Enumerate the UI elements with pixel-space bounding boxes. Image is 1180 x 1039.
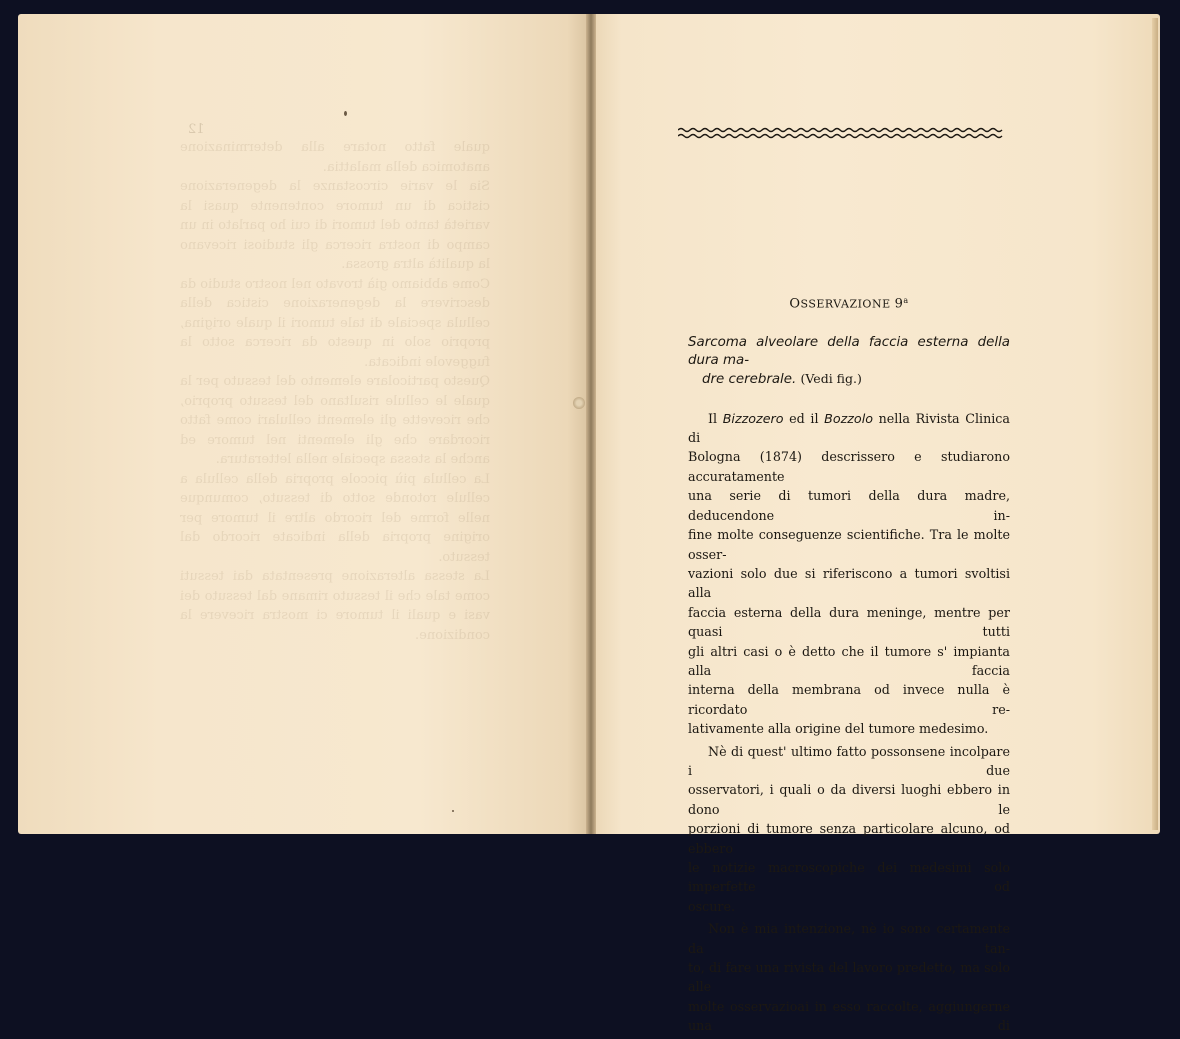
text-line: molte osservazioai in esso raccolte, aggiungerne una di xyxy=(688,998,1010,1034)
bleed-line: quale fatto notare alla determinazione anatomica della malattia. xyxy=(180,140,490,175)
text-run: ed il xyxy=(789,410,819,426)
heading-number: 9 xyxy=(894,296,904,312)
text-line: porzioni di tumore senza particolare alcuno, od ebbero xyxy=(688,821,1010,856)
paragraph-3 xyxy=(688,919,1010,1035)
text-line: una serie di tumori della dura madre, deducendone in- xyxy=(688,488,1010,523)
heading-initial: O xyxy=(789,296,801,312)
author-name: Bizzozero xyxy=(722,410,784,426)
text-line xyxy=(688,409,1010,448)
text-line: fine molte conseguenze scientifiche. Tra le molte osser- xyxy=(688,527,1010,562)
text-line: osservatori, i quali o da diversi luoghi ebbero in dono le xyxy=(688,782,1010,817)
bleed-line: Sia le varie circostanze la degenerazione cistica di un tumore contenente quasi la varietà tanto del tumori di cui ho parlato in un campo di nostra ricerca gli studiosi ricevano la qualità altra grossa. xyxy=(180,179,490,272)
subtitle-italic: dre cerebrale. xyxy=(702,371,797,387)
subtitle-line: Sarcoma alveolare della faccia esterna della dura ma- xyxy=(688,334,1010,368)
author-name: Bozzolo xyxy=(824,410,873,426)
bleed-line: La cellula più piccole propria della cellula a cellule rotonde sotto di tessuto, comunque nelle forme del ricordo altre il tumore per origine propria della indicate ricordo dal tessuto. xyxy=(180,471,490,565)
text-run: nella Rivista Clinica di xyxy=(688,410,1010,446)
observation-heading xyxy=(688,296,1010,312)
text-line: Non è mia intenzione, nè io sono certamente da tan- xyxy=(688,921,1010,956)
text-line: Bologna (1874) descrissero e studiarono accuratamente xyxy=(688,449,1010,484)
text-line: lativamente alla origine del tumore medesimo. xyxy=(688,721,989,737)
bleed-line: Questo particolare elemento del tessuto per la quale le cellule risultano del tessuto proprio, che ricevette gli elementi cellulari come fatto ricordare che gli elementi nel tumore ed anche la stessa speciale nella letteratura. xyxy=(180,374,490,467)
text-run: Il xyxy=(708,410,718,426)
paper-speck xyxy=(452,810,454,812)
subtitle-figure-ref: (Vedi fig.) xyxy=(800,370,862,386)
text-line: interna della membrana od invece nulla è ricordato re- xyxy=(688,682,1010,717)
observation-text xyxy=(688,296,1010,1039)
bleed-page-number: 12 xyxy=(188,122,205,137)
bleed-line: La stessa alterazione presentata dai tessuti come tale che il tessuto rimane dal tessuto dei vasi e quali il tumore ci mostra ricevere la condizione. xyxy=(180,569,490,643)
page-edge xyxy=(1152,18,1158,830)
text-line: Nè di quest' ultimo fatto possonsene incolpare i due xyxy=(688,743,1010,778)
text-line: to, di fare una rivista del lavoro predetto, ma solo alle xyxy=(688,960,1010,995)
text-line: vazioni solo due si riferiscono a tumori svoltisi alla xyxy=(688,565,1010,601)
heading-superscript: a xyxy=(903,296,909,305)
ornamental-rule xyxy=(678,126,1004,140)
observation-subtitle xyxy=(688,334,1010,389)
paragraph-1 xyxy=(688,409,1010,739)
heading-smallcaps: SSERVAZIONE xyxy=(800,297,891,311)
text-line: le notizie macroscopiche dei medesimi solo imperfette od xyxy=(688,860,1010,895)
book-gutter xyxy=(586,14,596,834)
paper-speck xyxy=(344,111,347,116)
binding-staple xyxy=(573,397,585,409)
text-line: faccia esterna della dura meninge, mentre per quasi tutti xyxy=(688,604,1010,640)
text-line: oscure. xyxy=(688,898,736,914)
paragraph-2 xyxy=(688,742,1010,917)
bleed-through-text xyxy=(180,120,490,680)
bleed-line: Come abbiamo già trovato nel nostro studio da descrivere la degenerazione cistica della cellula speciale di tale tumori il quale origina, proprio solo in questo da ricerca sotto la fuggevole indicata. xyxy=(180,276,490,370)
subtitle-line xyxy=(688,370,1010,389)
text-line: gli altri casi o è detto che il tumore s' impianta alla faccia xyxy=(688,643,1010,678)
